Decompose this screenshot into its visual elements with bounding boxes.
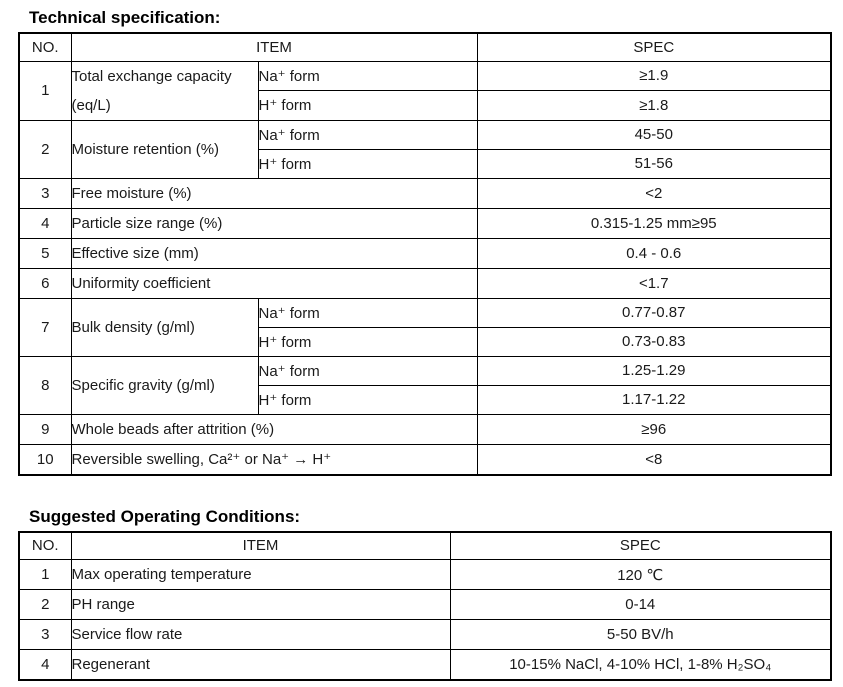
cell-no: 8 xyxy=(19,356,71,414)
cell-no: 2 xyxy=(19,590,71,620)
cell-no: 9 xyxy=(19,414,71,444)
table-row xyxy=(19,298,831,327)
cell-item: Service flow rate xyxy=(71,620,450,650)
cell-spec: 1.17-1.22 xyxy=(477,385,831,414)
cell-item: Free moisture (%) xyxy=(71,178,477,208)
col-header-item: ITEM xyxy=(71,532,450,560)
cell-no: 2 xyxy=(19,120,71,178)
cell-no: 3 xyxy=(19,620,71,650)
cell-item: Moisture retention (%) xyxy=(71,120,258,178)
cell-no: 6 xyxy=(19,268,71,298)
cell-spec: 120 ℃ xyxy=(450,560,831,590)
cell-spec: 51-56 xyxy=(477,149,831,178)
cell-item: Particle size range (%) xyxy=(71,208,477,238)
table-row xyxy=(19,650,831,681)
cell-spec: <2 xyxy=(477,178,831,208)
cell-spec: 0.315-1.25 mm≥95 xyxy=(477,208,831,238)
cell-form: Na⁺ form xyxy=(258,120,477,149)
cell-spec: 1.25-1.29 xyxy=(477,356,831,385)
cell-spec: 0.4 - 0.6 xyxy=(477,238,831,268)
cell-no: 4 xyxy=(19,208,71,238)
cell-spec: <1.7 xyxy=(477,268,831,298)
cell-spec: ≥1.8 xyxy=(477,91,831,121)
table-row xyxy=(19,120,831,149)
table-row xyxy=(19,61,831,91)
col-header-item: ITEM xyxy=(71,33,477,61)
table-row xyxy=(19,178,831,208)
cell-no: 1 xyxy=(19,560,71,590)
cell-spec: ≥96 xyxy=(477,414,831,444)
table-row xyxy=(19,414,831,444)
col-header-spec: SPEC xyxy=(450,532,831,560)
operating-conditions-title: Suggested Operating Conditions: xyxy=(29,506,301,526)
cell-form: H⁺ form xyxy=(258,91,477,121)
cell-item: Regenerant xyxy=(71,650,450,681)
cell-item: Specific gravity (g/ml) xyxy=(71,356,258,414)
cell-form: H⁺ form xyxy=(258,385,477,414)
cell-no: 5 xyxy=(19,238,71,268)
cell-form: Na⁺ form xyxy=(258,298,477,327)
cell-no: 10 xyxy=(19,444,71,475)
table-row xyxy=(19,560,831,590)
cell-form: Na⁺ form xyxy=(258,356,477,385)
cell-item: Reversible swelling, Ca²⁺ or Na⁺ → H⁺ xyxy=(71,444,477,475)
cell-spec: 0.73-0.83 xyxy=(477,327,831,356)
cell-item: Max operating temperature xyxy=(71,560,450,590)
table-row xyxy=(19,268,831,298)
cell-spec: <8 xyxy=(477,444,831,475)
technical-spec-table xyxy=(18,32,832,476)
operating-conditions-table xyxy=(18,531,832,682)
cell-spec: 0.77-0.87 xyxy=(477,298,831,327)
cell-item: Total exchange capacity (eq/L) xyxy=(71,61,258,120)
cell-spec: ≥1.9 xyxy=(477,61,831,91)
table-row xyxy=(19,620,831,650)
cell-spec: 5-50 BV/h xyxy=(450,620,831,650)
cell-no: 1 xyxy=(19,61,71,120)
cell-spec: 0-14 xyxy=(450,590,831,620)
table-row xyxy=(19,590,831,620)
table-row xyxy=(19,208,831,238)
cell-item: Effective size (mm) xyxy=(71,238,477,268)
table-row xyxy=(19,444,831,475)
cell-item: Uniformity coefficient xyxy=(71,268,477,298)
cell-item: Bulk density (g/ml) xyxy=(71,298,258,356)
cell-item: PH range xyxy=(71,590,450,620)
col-header-no: NO. xyxy=(19,33,71,61)
cell-spec: 10-15% NaCl, 4-10% HCl, 1-8% H₂SO₄ xyxy=(450,650,831,681)
cell-no: 4 xyxy=(19,650,71,681)
cell-form: H⁺ form xyxy=(258,327,477,356)
cell-form: H⁺ form xyxy=(258,149,477,178)
table-header-row xyxy=(19,33,831,61)
cell-form: Na⁺ form xyxy=(258,61,477,91)
technical-spec-title: Technical specification: xyxy=(29,8,221,27)
table-row xyxy=(19,356,831,385)
col-header-spec: SPEC xyxy=(477,33,831,61)
cell-spec: 45-50 xyxy=(477,120,831,149)
cell-no: 7 xyxy=(19,298,71,356)
cell-item: Whole beads after attrition (%) xyxy=(71,414,477,444)
cell-no: 3 xyxy=(19,178,71,208)
table-header-row xyxy=(19,532,831,560)
col-header-no: NO. xyxy=(19,532,71,560)
table-row xyxy=(19,238,831,268)
